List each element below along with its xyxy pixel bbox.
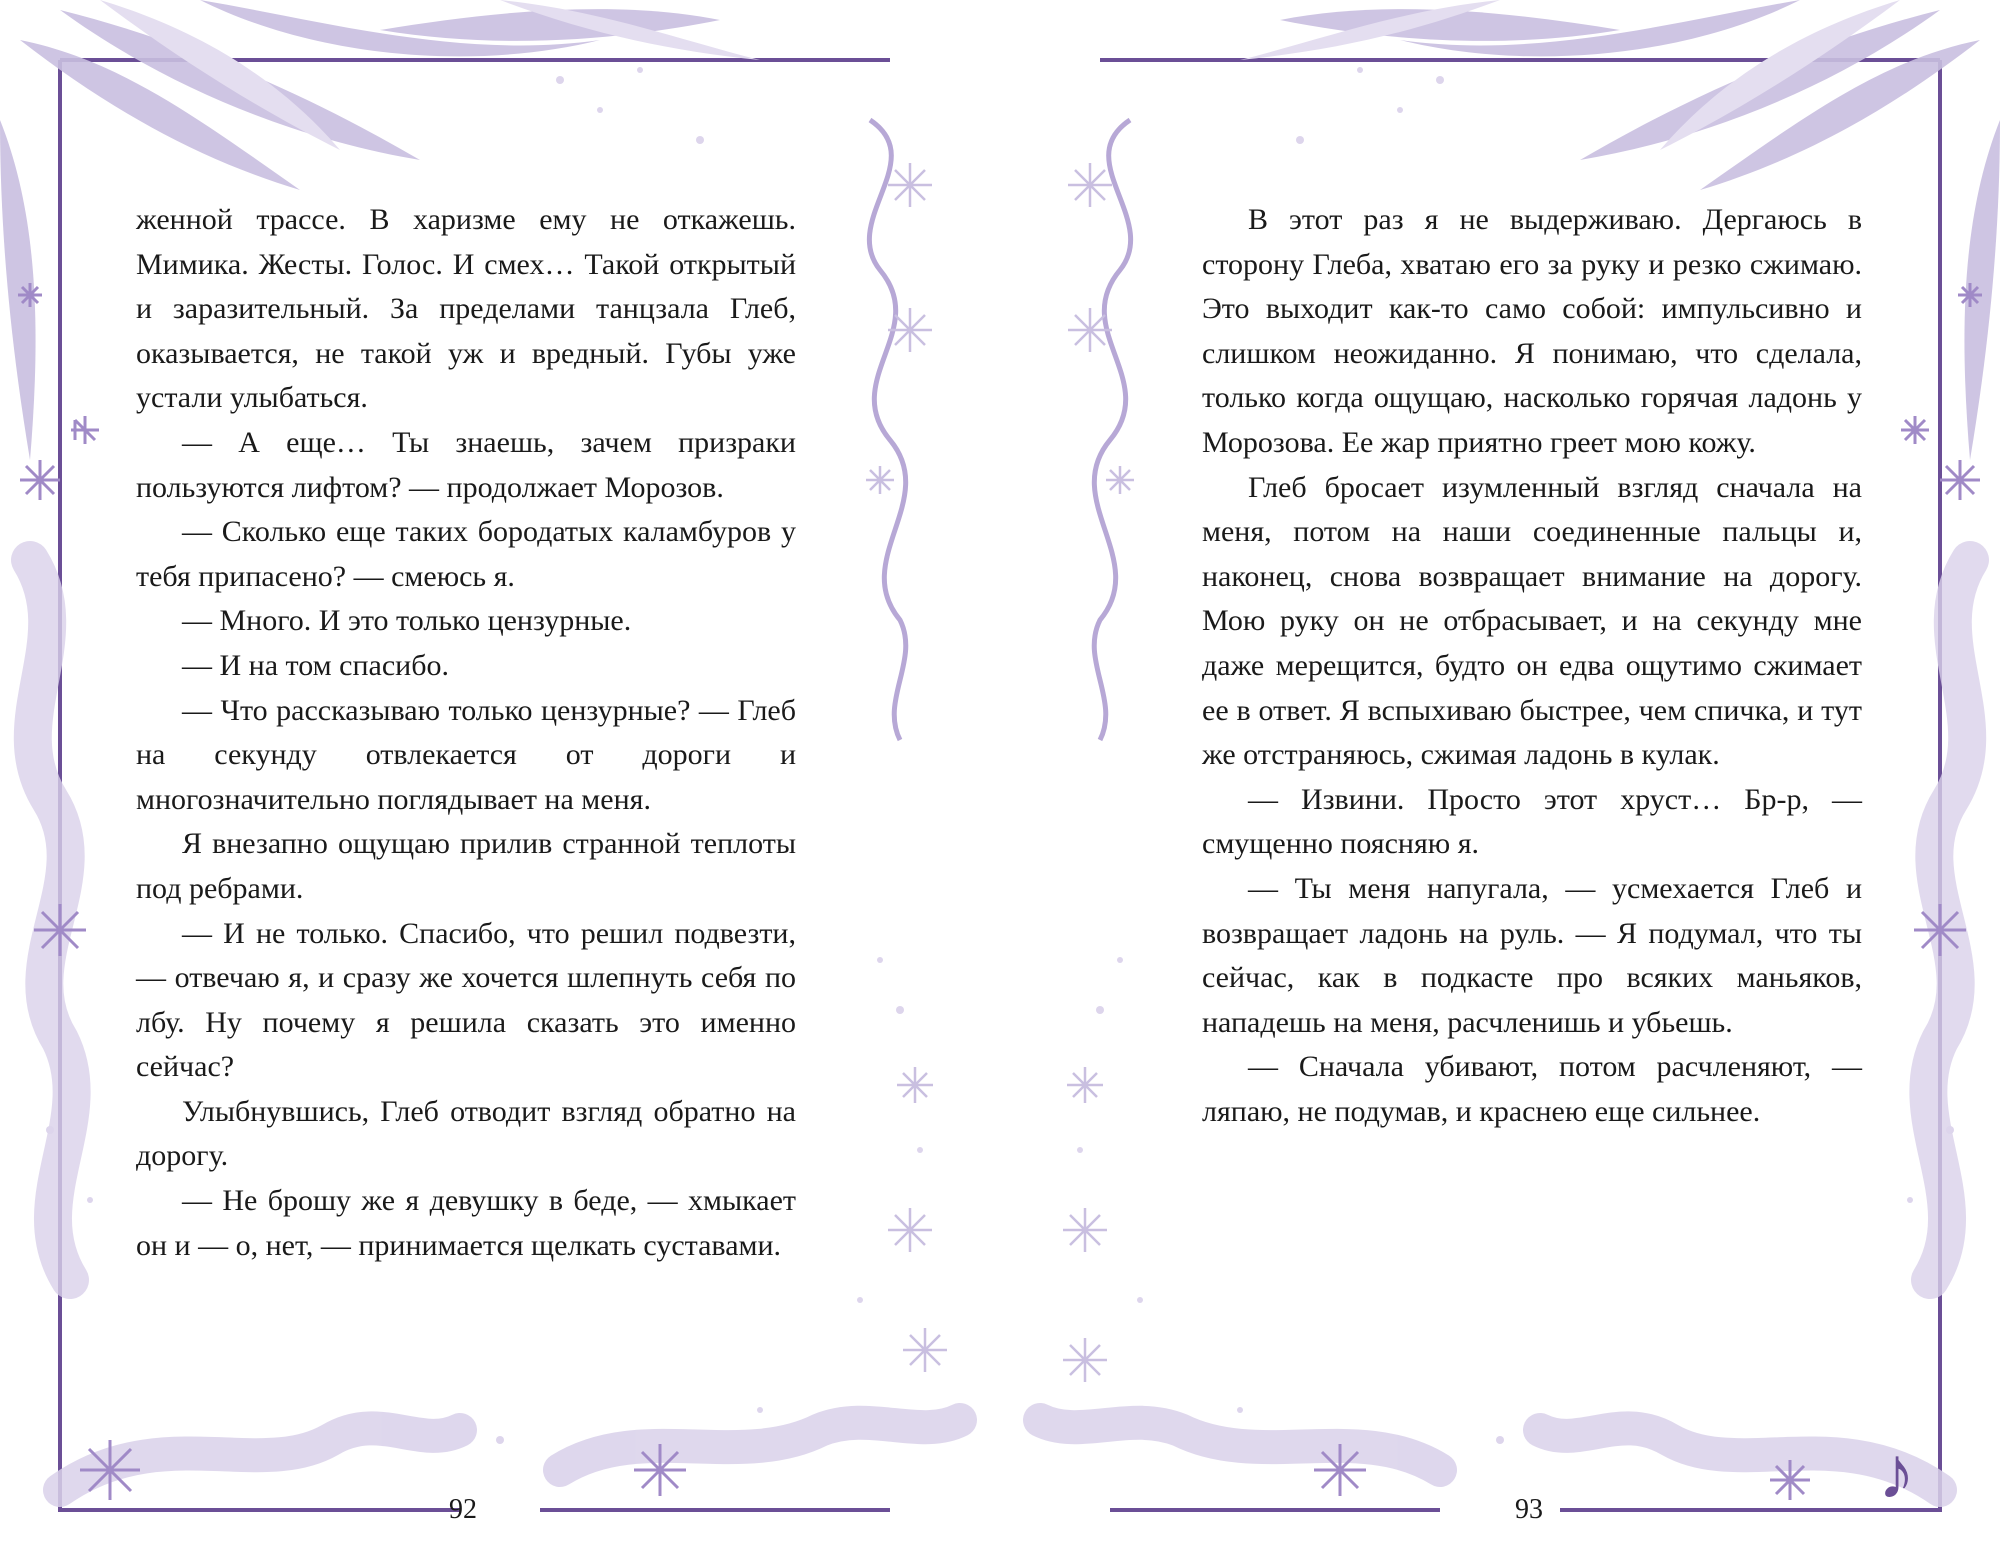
right-page [1000,0,2000,1562]
paragraph: — Что рассказываю только цензурные? — Глеб на секунду отвлекается от дороги и многозначительно поглядывает на меня. [136,693,796,816]
page-number: 93 [1515,1494,1543,1525]
paragraph: Глеб бросает изумленный взгляд сначала на меня, потом на наши соединенные пальцы и, наконец, снова возвращает внимание на дорогу. Мою руку он не отбрасывает, и на секунду мне даже мерещится, будто он едва ощутимо сжимает ее в ответ. Я вспыхиваю быстрее, чем спичка, и тут же отстраняюсь, сжимая ладонь в кулак. [1202,470,1862,772]
paragraph: Я внезапно ощущаю прилив странной теплоты под ребрами. [136,827,796,905]
paragraph: — Сначала убивают, потом расчленяют, — ляпаю, не подумав, и краснею еще сильнее. [1202,1050,1862,1128]
paragraph: женной трассе. В харизме ему не откажешь. Мимика. Жесты. Голос. И смех… Такой открытый и заразительный. За пределами танцзала Глеб, оказывается, не такой уж и вредный. Губы уже устали улыбаться. [136,203,796,415]
page-number: 92 [449,1494,477,1525]
paragraph: — Ты меня напугала, — усмехается Глеб и возвращает ладонь на руль. — Я подумал, что ты сейчас, как в подкасте про всяких маньяков, нападешь на меня, расчленишь и убьешь. [1202,871,1862,1039]
music-note-icon: ♪ [1878,1433,1915,1515]
paragraph: — Не брошу же я девушку в беде, — хмыкает он и — о, нет, — принимается щелкать суставами. [136,1184,796,1262]
paragraph: Улыбнувшись, Глеб отводит взгляд обратно на дорогу. [136,1094,796,1173]
left-page-body-text [136,198,796,1268]
paragraph: — Много. И это только цензурные. [182,604,632,638]
paragraph: — И не только. Спасибо, что решил подвезти, — отвечаю я, и сразу же хочется шлепнуть себя по лбу. Ну почему я решила сказать это именно сейчас? [136,916,796,1084]
paragraph: — Извини. Просто этот хруст… Бр-р, — смущенно поясняю я. [1202,782,1862,861]
right-page-body-text [1202,198,1862,1134]
paragraph: — А еще… Ты знаешь, зачем призраки пользуются лифтом? — продолжает Морозов. [136,425,796,504]
paragraph: — И на том спасибо. [182,648,449,682]
paragraph: — Сколько еще таких бородатых каламбуров у тебя припасено? — смеюсь я. [136,515,796,593]
paragraph: В этот раз я не выдерживаю. Дергаюсь в сторону Глеба, хватаю его за руку и резко сжимаю. Это выходит как-то само собой: импульсивно и слишком неожиданно. Я понимаю, что сделала, только когда ощущаю, насколько горячая ладонь у Морозова. Ее жар приятно греет мою кожу. [1202,203,1862,459]
